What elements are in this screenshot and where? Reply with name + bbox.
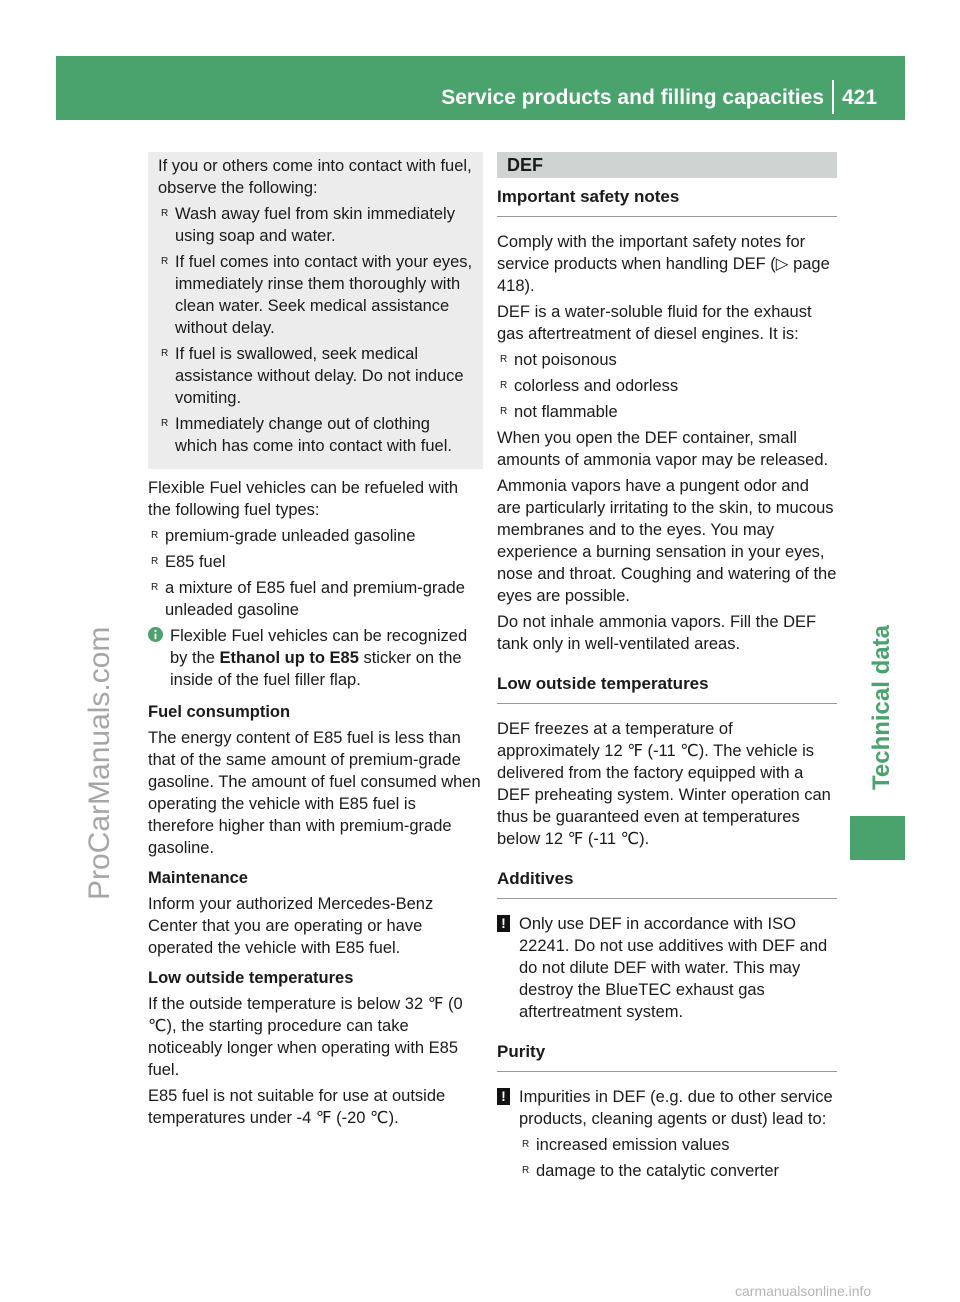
safety-notes-heading: Important safety notes xyxy=(497,186,837,217)
list-item xyxy=(148,525,483,547)
list-item xyxy=(158,343,473,409)
purity-heading: Purity xyxy=(497,1041,837,1072)
low-temp-heading: Low outside temperatures xyxy=(148,969,354,987)
exclamation-icon: ! xyxy=(497,1088,510,1105)
section-title-def: DEF xyxy=(497,152,837,178)
maintenance-text: Inform your authorized Mercedes-Benz Center that you are operating or have operated the vehicle with E85 fuel. xyxy=(148,895,434,957)
list-item-text: colorless and odorless xyxy=(514,377,679,395)
def-low-temp-heading: Low outside temperatures xyxy=(497,673,837,704)
safety-text: Comply with the important safety notes for service products when handling DEF (▷ page 418). xyxy=(497,233,830,295)
bullet-icon: R xyxy=(161,348,169,359)
list-item-text: a mixture of E85 fuel and premium-grade unleaded gasoline xyxy=(165,579,465,619)
bullet-icon: R xyxy=(151,582,159,593)
bullet-icon: R xyxy=(500,406,508,417)
bullet-icon: R xyxy=(151,556,159,567)
bullet-icon: R xyxy=(522,1139,530,1150)
fuel-types-list xyxy=(148,525,483,621)
bullet-icon: R xyxy=(522,1165,530,1176)
page-number: 421 xyxy=(842,86,878,109)
fuel-consumption-heading: Fuel consumption xyxy=(148,703,291,721)
header-divider xyxy=(832,80,834,114)
page-header-title: Service products and filling capacities xyxy=(441,86,824,109)
list-item-text: E85 fuel xyxy=(165,553,226,571)
list-item-text: Wash away fuel from skin immediately using soap and water. xyxy=(175,205,455,245)
list-item xyxy=(148,551,483,573)
list-item xyxy=(158,413,473,457)
list-item xyxy=(497,401,837,423)
list-item xyxy=(158,251,473,339)
def-description: DEF is a water-soluble fluid for the exhaust gas aftertreatment of diesel engines. It is: xyxy=(497,303,812,343)
maintenance-heading: Maintenance xyxy=(148,869,248,887)
purity-warning-text: Impurities in DEF (e.g. due to other service products, cleaning agents or dust) lead to: xyxy=(519,1088,833,1128)
bullet-icon: R xyxy=(500,354,508,365)
def-properties-list xyxy=(497,349,837,423)
warning-intro: If you or others come into contact with fuel, observe the following: xyxy=(158,157,472,197)
info-note xyxy=(148,625,483,691)
right-column xyxy=(497,152,837,1186)
list-item-text: not poisonous xyxy=(514,351,617,369)
low-temp-text: If the outside temperature is below 32 ℉ (0 ℃), the starting procedure can take noticeably longer when operating with E85 fuel. xyxy=(148,995,463,1079)
ammonia-release-text: When you open the DEF container, small amounts of ammonia vapor may be released. xyxy=(497,429,829,469)
bullet-icon: R xyxy=(161,208,169,219)
additives-warning xyxy=(497,913,837,1023)
section-tab-label: Technical data xyxy=(868,625,895,790)
ammonia-caution-text: Do not inhale ammonia vapors. Fill the DEF tank only in well-ventilated areas. xyxy=(497,613,817,653)
section-tab-marker xyxy=(850,816,905,860)
left-column xyxy=(148,152,483,1133)
list-item-text: increased emission values xyxy=(536,1136,730,1154)
list-item xyxy=(519,1160,837,1182)
list-item-text: Immediately change out of clothing which has come into contact with fuel. xyxy=(175,415,452,455)
list-item-text: damage to the catalytic converter xyxy=(536,1162,780,1180)
list-item-text: not flammable xyxy=(514,403,618,421)
low-temp-text-2: E85 fuel is not suitable for use at outside temperatures under -4 ℉ (-20 ℃). xyxy=(148,1087,446,1127)
list-item xyxy=(497,349,837,371)
list-item-text: If fuel comes into contact with your eyes, immediately rinse them thoroughly with clean water. Seek medical assistance without delay. xyxy=(175,253,473,337)
bullet-icon: R xyxy=(500,380,508,391)
purity-warning xyxy=(497,1086,837,1130)
list-item xyxy=(497,375,837,397)
bullet-icon: R xyxy=(161,256,169,267)
note-text-end: sticker on the inside of the fuel filler flap. xyxy=(170,649,462,689)
additives-warning-text: Only use DEF in accordance with ISO 22241. Do not use additives with DEF and do not dilute DEF with water. This may destroy the BlueTEC exhaust gas aftertreatment system. xyxy=(519,915,828,1021)
note-text: Flexible Fuel vehicles can be recognized by the xyxy=(170,627,468,667)
def-low-temp-text: DEF freezes at a temperature of approximately 12 ℉ (-11 ℃). The vehicle is delivered from the factory equipped with a DEF preheating system. Winter operation can thus be guaranteed even at temperatures below 12 ℉ (-11 ℃). xyxy=(497,720,831,848)
sticker-label: Ethanol up to E85 xyxy=(219,649,359,667)
list-item-text: If fuel is swallowed, seek medical assistance without delay. Do not induce vomiting. xyxy=(175,345,464,407)
info-icon xyxy=(148,627,163,642)
list-item xyxy=(519,1134,837,1156)
exclamation-icon: ! xyxy=(497,915,510,932)
list-item-text: premium-grade unleaded gasoline xyxy=(165,527,416,545)
warning-list xyxy=(158,203,473,457)
flex-intro: Flexible Fuel vehicles can be refueled with the following fuel types: xyxy=(148,479,458,519)
footer-watermark: carmanualsonline.info xyxy=(735,1283,872,1299)
ammonia-effects-text: Ammonia vapors have a pungent odor and are particularly irritating to the skin, to mucous membranes and to the eyes. You may experience a burning sensation in your eyes, nose and throat. Coughing and watering of the eyes are possible. xyxy=(497,477,837,605)
list-item xyxy=(148,577,483,621)
bullet-icon: R xyxy=(151,530,159,541)
fuel-warning-box xyxy=(148,152,483,469)
fuel-consumption-text: The energy content of E85 fuel is less than that of the same amount of premium-grade gasoline. The amount of fuel consumed when operating the vehicle with E85 fuel is therefore higher than with premium-grade gasoline. xyxy=(148,729,481,857)
bullet-icon: R xyxy=(161,418,169,429)
additives-heading: Additives xyxy=(497,868,837,899)
list-item xyxy=(158,203,473,247)
watermark: ProCarManuals.com xyxy=(83,626,116,900)
purity-effects-list xyxy=(497,1134,837,1182)
